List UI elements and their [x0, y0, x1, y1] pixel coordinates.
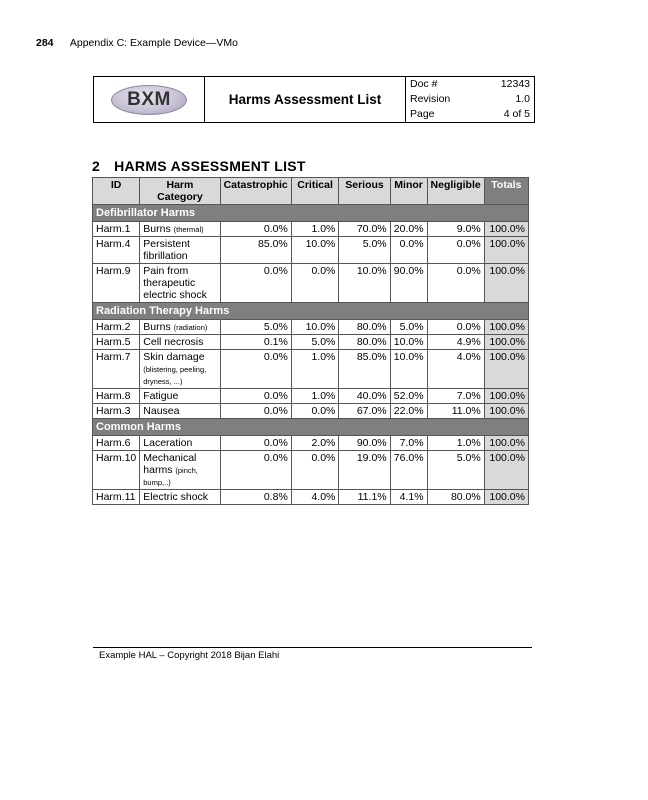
harm-category: Electric shock: [143, 491, 209, 503]
catastrophic-value: 0.0%: [220, 389, 291, 404]
harm-id: Harm.8: [93, 389, 140, 404]
harm-category: Persistent fibrillation: [143, 238, 190, 262]
serious-value: 80.0%: [339, 320, 390, 335]
critical-value: 5.0%: [291, 335, 339, 350]
total-value: 100.0%: [484, 436, 528, 451]
meta-revision: Revision 1.0: [410, 93, 530, 105]
minor-value: 90.0%: [390, 264, 427, 303]
harm-id: Harm.6: [93, 436, 140, 451]
document-title: Harms Assessment List: [205, 77, 406, 123]
serious-value: 5.0%: [339, 237, 390, 264]
harm-id: Harm.1: [93, 222, 140, 237]
harm-category-note: (blistering, peeling, dryness, ...): [143, 365, 207, 386]
harm-category-cell: [140, 350, 220, 389]
harm-category: Mechanical harms: [143, 452, 197, 476]
column-header-category: Harm Category: [140, 178, 220, 205]
harm-category: Fatigue: [143, 390, 179, 402]
total-value: 100.0%: [484, 389, 528, 404]
minor-value: 4.1%: [390, 490, 427, 505]
minor-value: 7.0%: [390, 436, 427, 451]
total-value: 100.0%: [484, 320, 528, 335]
minor-value: 20.0%: [390, 222, 427, 237]
catastrophic-value: 85.0%: [220, 237, 291, 264]
table-header-row: [93, 178, 529, 205]
harm-id: Harm.3: [93, 404, 140, 419]
serious-value: 19.0%: [339, 451, 390, 490]
serious-value: 90.0%: [339, 436, 390, 451]
harm-id: Harm.4: [93, 237, 140, 264]
total-value: 100.0%: [484, 264, 528, 303]
catastrophic-value: 0.1%: [220, 335, 291, 350]
negligible-value: 7.0%: [427, 389, 484, 404]
column-header-serious: Serious: [339, 178, 390, 205]
table-body: [93, 205, 529, 505]
group-row: [93, 205, 529, 222]
table-row: [93, 264, 529, 303]
table-row: [93, 350, 529, 389]
group-title: Common Harms: [93, 419, 529, 436]
running-head-title: Appendix C: Example Device—VMo: [69, 37, 238, 49]
meta-page: Page 4 of 5: [410, 108, 530, 120]
footer-rule: [93, 647, 532, 648]
negligible-value: 4.0%: [427, 350, 484, 389]
group-row: [93, 419, 529, 436]
harm-id: Harm.5: [93, 335, 140, 350]
serious-value: 67.0%: [339, 404, 390, 419]
page-number: 284: [36, 37, 54, 49]
harm-category: Laceration: [143, 437, 193, 449]
serious-value: 80.0%: [339, 335, 390, 350]
serious-value: 85.0%: [339, 350, 390, 389]
column-header-critical: Critical: [291, 178, 339, 205]
critical-value: 0.0%: [291, 264, 339, 303]
negligible-value: 0.0%: [427, 320, 484, 335]
table-row: [93, 436, 529, 451]
harm-id: Harm.10: [93, 451, 140, 490]
harm-category: Nausea: [143, 405, 180, 417]
total-value: 100.0%: [484, 237, 528, 264]
critical-value: 1.0%: [291, 389, 339, 404]
section-number: 2: [92, 158, 101, 174]
harm-category-cell: [140, 237, 220, 264]
catastrophic-value: 0.0%: [220, 264, 291, 303]
table-row: [93, 237, 529, 264]
column-header-totals: Totals: [484, 178, 528, 205]
harm-category-cell: [140, 264, 220, 303]
table-row: [93, 222, 529, 237]
running-head: [36, 37, 238, 49]
column-header-catastrophic: Catastrophic: [220, 178, 291, 205]
total-value: 100.0%: [484, 350, 528, 389]
section-title: HARMS ASSESSMENT LIST: [114, 158, 306, 174]
harm-category: Skin damage: [143, 351, 205, 363]
harm-category-note: (pinch, bump,..): [143, 466, 198, 487]
group-title: Defibrillator Harms: [93, 205, 529, 222]
total-value: 100.0%: [484, 490, 528, 505]
harm-id: Harm.7: [93, 350, 140, 389]
total-value: 100.0%: [484, 335, 528, 350]
harm-category-cell: [140, 436, 220, 451]
critical-value: 1.0%: [291, 222, 339, 237]
critical-value: 1.0%: [291, 350, 339, 389]
critical-value: 0.0%: [291, 451, 339, 490]
total-value: 100.0%: [484, 451, 528, 490]
table-row: [93, 490, 529, 505]
harm-category-cell: [140, 404, 220, 419]
serious-value: 40.0%: [339, 389, 390, 404]
column-header-id: ID: [93, 178, 140, 205]
harm-category-cell: [140, 222, 220, 237]
harm-id: Harm.11: [93, 490, 140, 505]
minor-value: 10.0%: [390, 350, 427, 389]
serious-value: 11.1%: [339, 490, 390, 505]
critical-value: 10.0%: [291, 237, 339, 264]
harms-table: [92, 177, 529, 505]
total-value: 100.0%: [484, 404, 528, 419]
minor-value: 52.0%: [390, 389, 427, 404]
minor-value: 76.0%: [390, 451, 427, 490]
negligible-value: 0.0%: [427, 237, 484, 264]
serious-value: 10.0%: [339, 264, 390, 303]
harm-category: Cell necrosis: [143, 336, 204, 348]
table-row: [93, 451, 529, 490]
table-row: [93, 335, 529, 350]
negligible-value: 9.0%: [427, 222, 484, 237]
catastrophic-value: 0.0%: [220, 451, 291, 490]
harm-category-cell: [140, 490, 220, 505]
harm-category-cell: [140, 335, 220, 350]
group-title: Radiation Therapy Harms: [93, 303, 529, 320]
company-logo: BXM: [111, 85, 187, 115]
negligible-value: 4.9%: [427, 335, 484, 350]
negligible-value: 1.0%: [427, 436, 484, 451]
minor-value: 22.0%: [390, 404, 427, 419]
minor-value: 5.0%: [390, 320, 427, 335]
harm-category: Burns: [143, 321, 171, 333]
table-row: [93, 389, 529, 404]
negligible-value: 0.0%: [427, 264, 484, 303]
catastrophic-value: 0.0%: [220, 436, 291, 451]
column-header-minor: Minor: [390, 178, 427, 205]
negligible-value: 80.0%: [427, 490, 484, 505]
table-row: [93, 320, 529, 335]
harm-category-note: (thermal): [173, 225, 204, 234]
harm-category-cell: [140, 320, 220, 335]
negligible-value: 5.0%: [427, 451, 484, 490]
section-heading: [92, 158, 306, 174]
table-row: [93, 404, 529, 419]
harm-category: Burns: [143, 223, 171, 235]
catastrophic-value: 0.0%: [220, 404, 291, 419]
document-meta: [406, 77, 535, 123]
critical-value: 2.0%: [291, 436, 339, 451]
harm-id: Harm.2: [93, 320, 140, 335]
harm-id: Harm.9: [93, 264, 140, 303]
harm-category: Pain from therapeutic electric shock: [143, 265, 207, 301]
catastrophic-value: 5.0%: [220, 320, 291, 335]
column-header-negligible: Negligible: [427, 178, 484, 205]
harm-category-cell: [140, 451, 220, 490]
minor-value: 0.0%: [390, 237, 427, 264]
harm-category-cell: [140, 389, 220, 404]
serious-value: 70.0%: [339, 222, 390, 237]
logo-cell: [94, 77, 205, 123]
critical-value: 10.0%: [291, 320, 339, 335]
negligible-value: 11.0%: [427, 404, 484, 419]
critical-value: 4.0%: [291, 490, 339, 505]
page-footer: Example HAL – Copyright 2018 Bijan Elahi: [99, 650, 280, 661]
group-row: [93, 303, 529, 320]
catastrophic-value: 0.8%: [220, 490, 291, 505]
catastrophic-value: 0.0%: [220, 350, 291, 389]
minor-value: 10.0%: [390, 335, 427, 350]
meta-doc-number: Doc # 12343: [410, 78, 530, 90]
total-value: 100.0%: [484, 222, 528, 237]
critical-value: 0.0%: [291, 404, 339, 419]
catastrophic-value: 0.0%: [220, 222, 291, 237]
harm-category-note: (radiation): [173, 323, 208, 332]
document-header: [93, 76, 535, 123]
